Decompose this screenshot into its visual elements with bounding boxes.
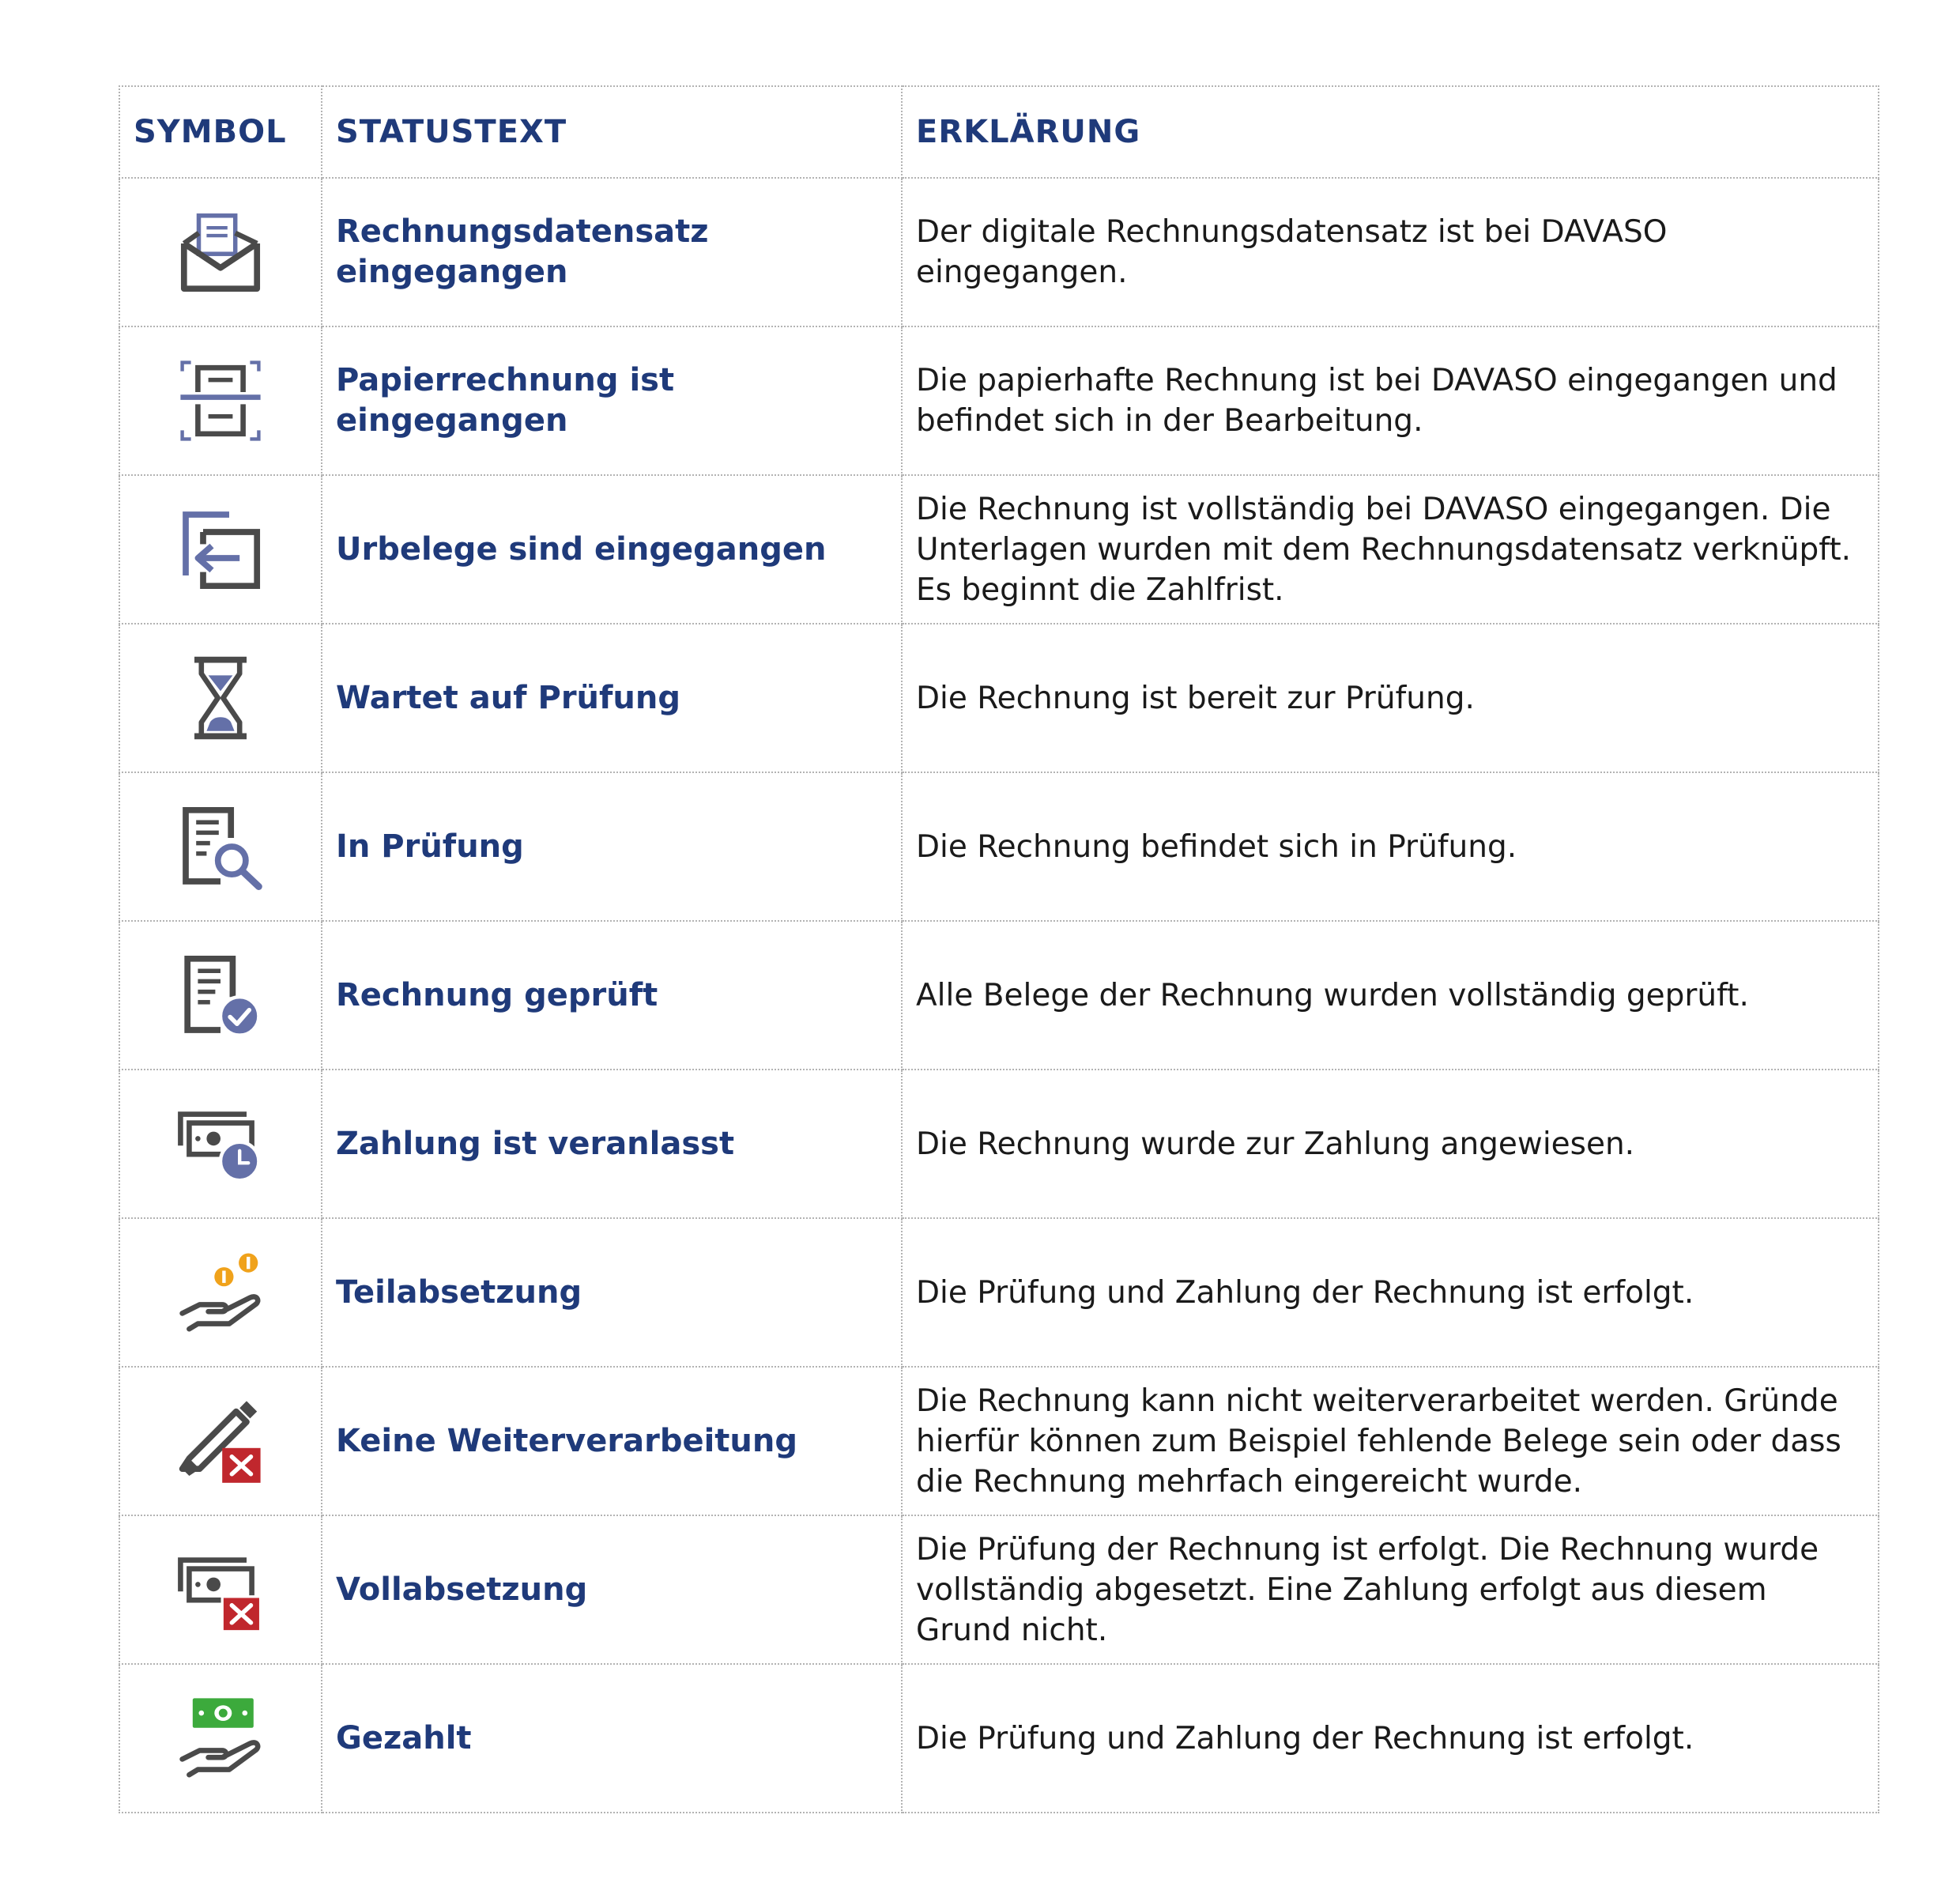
table-row bbox=[119, 624, 1879, 772]
table-row bbox=[119, 1218, 1879, 1367]
symbol-cell bbox=[119, 1070, 322, 1218]
money-cancel-icon bbox=[177, 1546, 264, 1633]
header-status: STATUSTEXT bbox=[322, 86, 902, 178]
symbol-cell bbox=[119, 475, 322, 624]
symbol-cell bbox=[119, 178, 322, 326]
explanation-text: Die papierhafte Rechnung ist bei DAVASO eingegangen und befindet sich in der Bearbeitung. bbox=[902, 326, 1879, 475]
table-row bbox=[119, 475, 1879, 624]
document-scan-icon bbox=[177, 357, 264, 444]
status-text: Zahlung ist veranlasst bbox=[322, 1070, 902, 1218]
hand-money-icon bbox=[177, 1695, 264, 1782]
status-text: Urbelege sind eingegangen bbox=[322, 475, 902, 624]
header-symbol: SYMBOL bbox=[119, 86, 322, 178]
symbol-cell bbox=[119, 772, 322, 921]
table-row bbox=[119, 1367, 1879, 1515]
table-row bbox=[119, 178, 1879, 326]
symbol-cell bbox=[119, 326, 322, 475]
status-text: In Prüfung bbox=[322, 772, 902, 921]
money-clock-icon bbox=[177, 1100, 264, 1187]
explanation-text: Die Rechnung befindet sich in Prüfung. bbox=[902, 772, 1879, 921]
status-text: Teilabsetzung bbox=[322, 1218, 902, 1367]
symbol-cell bbox=[119, 1218, 322, 1367]
table-header-row bbox=[119, 86, 1879, 178]
status-text: Wartet auf Prüfung bbox=[322, 624, 902, 772]
documents-incoming-icon bbox=[177, 506, 264, 593]
pen-cancel-icon bbox=[177, 1398, 264, 1485]
explanation-text: Die Prüfung und Zahlung der Rechnung ist erfolgt. bbox=[902, 1664, 1879, 1813]
explanation-text: Die Prüfung und Zahlung der Rechnung ist erfolgt. bbox=[902, 1218, 1879, 1367]
explanation-text: Die Rechnung ist bereit zur Prüfung. bbox=[902, 624, 1879, 772]
table-row bbox=[119, 326, 1879, 475]
status-text: Gezahlt bbox=[322, 1664, 902, 1813]
hourglass-icon bbox=[177, 655, 264, 741]
header-explanation: ERKLÄRUNG bbox=[902, 86, 1879, 178]
status-text: Rechnungsdatensatz eingegangen bbox=[322, 178, 902, 326]
status-table bbox=[119, 85, 1879, 1813]
explanation-text: Alle Belege der Rechnung wurden vollständig geprüft. bbox=[902, 921, 1879, 1070]
status-text: Rechnung geprüft bbox=[322, 921, 902, 1070]
table-row bbox=[119, 921, 1879, 1070]
table-row bbox=[119, 1070, 1879, 1218]
status-text: Keine Weiterverarbeitung bbox=[322, 1367, 902, 1515]
symbol-cell bbox=[119, 1664, 322, 1813]
explanation-text: Die Rechnung wurde zur Zahlung angewiesen. bbox=[902, 1070, 1879, 1218]
symbol-cell bbox=[119, 921, 322, 1070]
table-row bbox=[119, 772, 1879, 921]
symbol-cell bbox=[119, 1515, 322, 1664]
table-row bbox=[119, 1515, 1879, 1664]
symbol-cell bbox=[119, 624, 322, 772]
document-check-icon bbox=[177, 952, 264, 1039]
table-row bbox=[119, 1664, 1879, 1813]
status-text: Vollabsetzung bbox=[322, 1515, 902, 1664]
explanation-text: Die Prüfung der Rechnung ist erfolgt. Die Rechnung wurde vollständig abgesetzt. Eine Zahlung erfolgt aus diesem Grund nicht. bbox=[902, 1515, 1879, 1664]
envelope-open-icon bbox=[177, 209, 264, 296]
hand-coins-icon bbox=[177, 1249, 264, 1336]
symbol-cell bbox=[119, 1367, 322, 1515]
explanation-text: Die Rechnung kann nicht weiterverarbeitet werden. Gründe hierfür können zum Beispiel fehlende Belege sein oder dass die Rechnung mehrfach eingereicht wurde. bbox=[902, 1367, 1879, 1515]
document-search-icon bbox=[177, 803, 264, 890]
status-text: Papierrechnung ist eingegangen bbox=[322, 326, 902, 475]
explanation-text: Die Rechnung ist vollständig bei DAVASO eingegangen. Die Unterlagen wurden mit dem Rechnungsdatensatz verknüpft. Es beginnt die Zahlfrist. bbox=[902, 475, 1879, 624]
explanation-text: Der digitale Rechnungsdatensatz ist bei DAVASO eingegangen. bbox=[902, 178, 1879, 326]
